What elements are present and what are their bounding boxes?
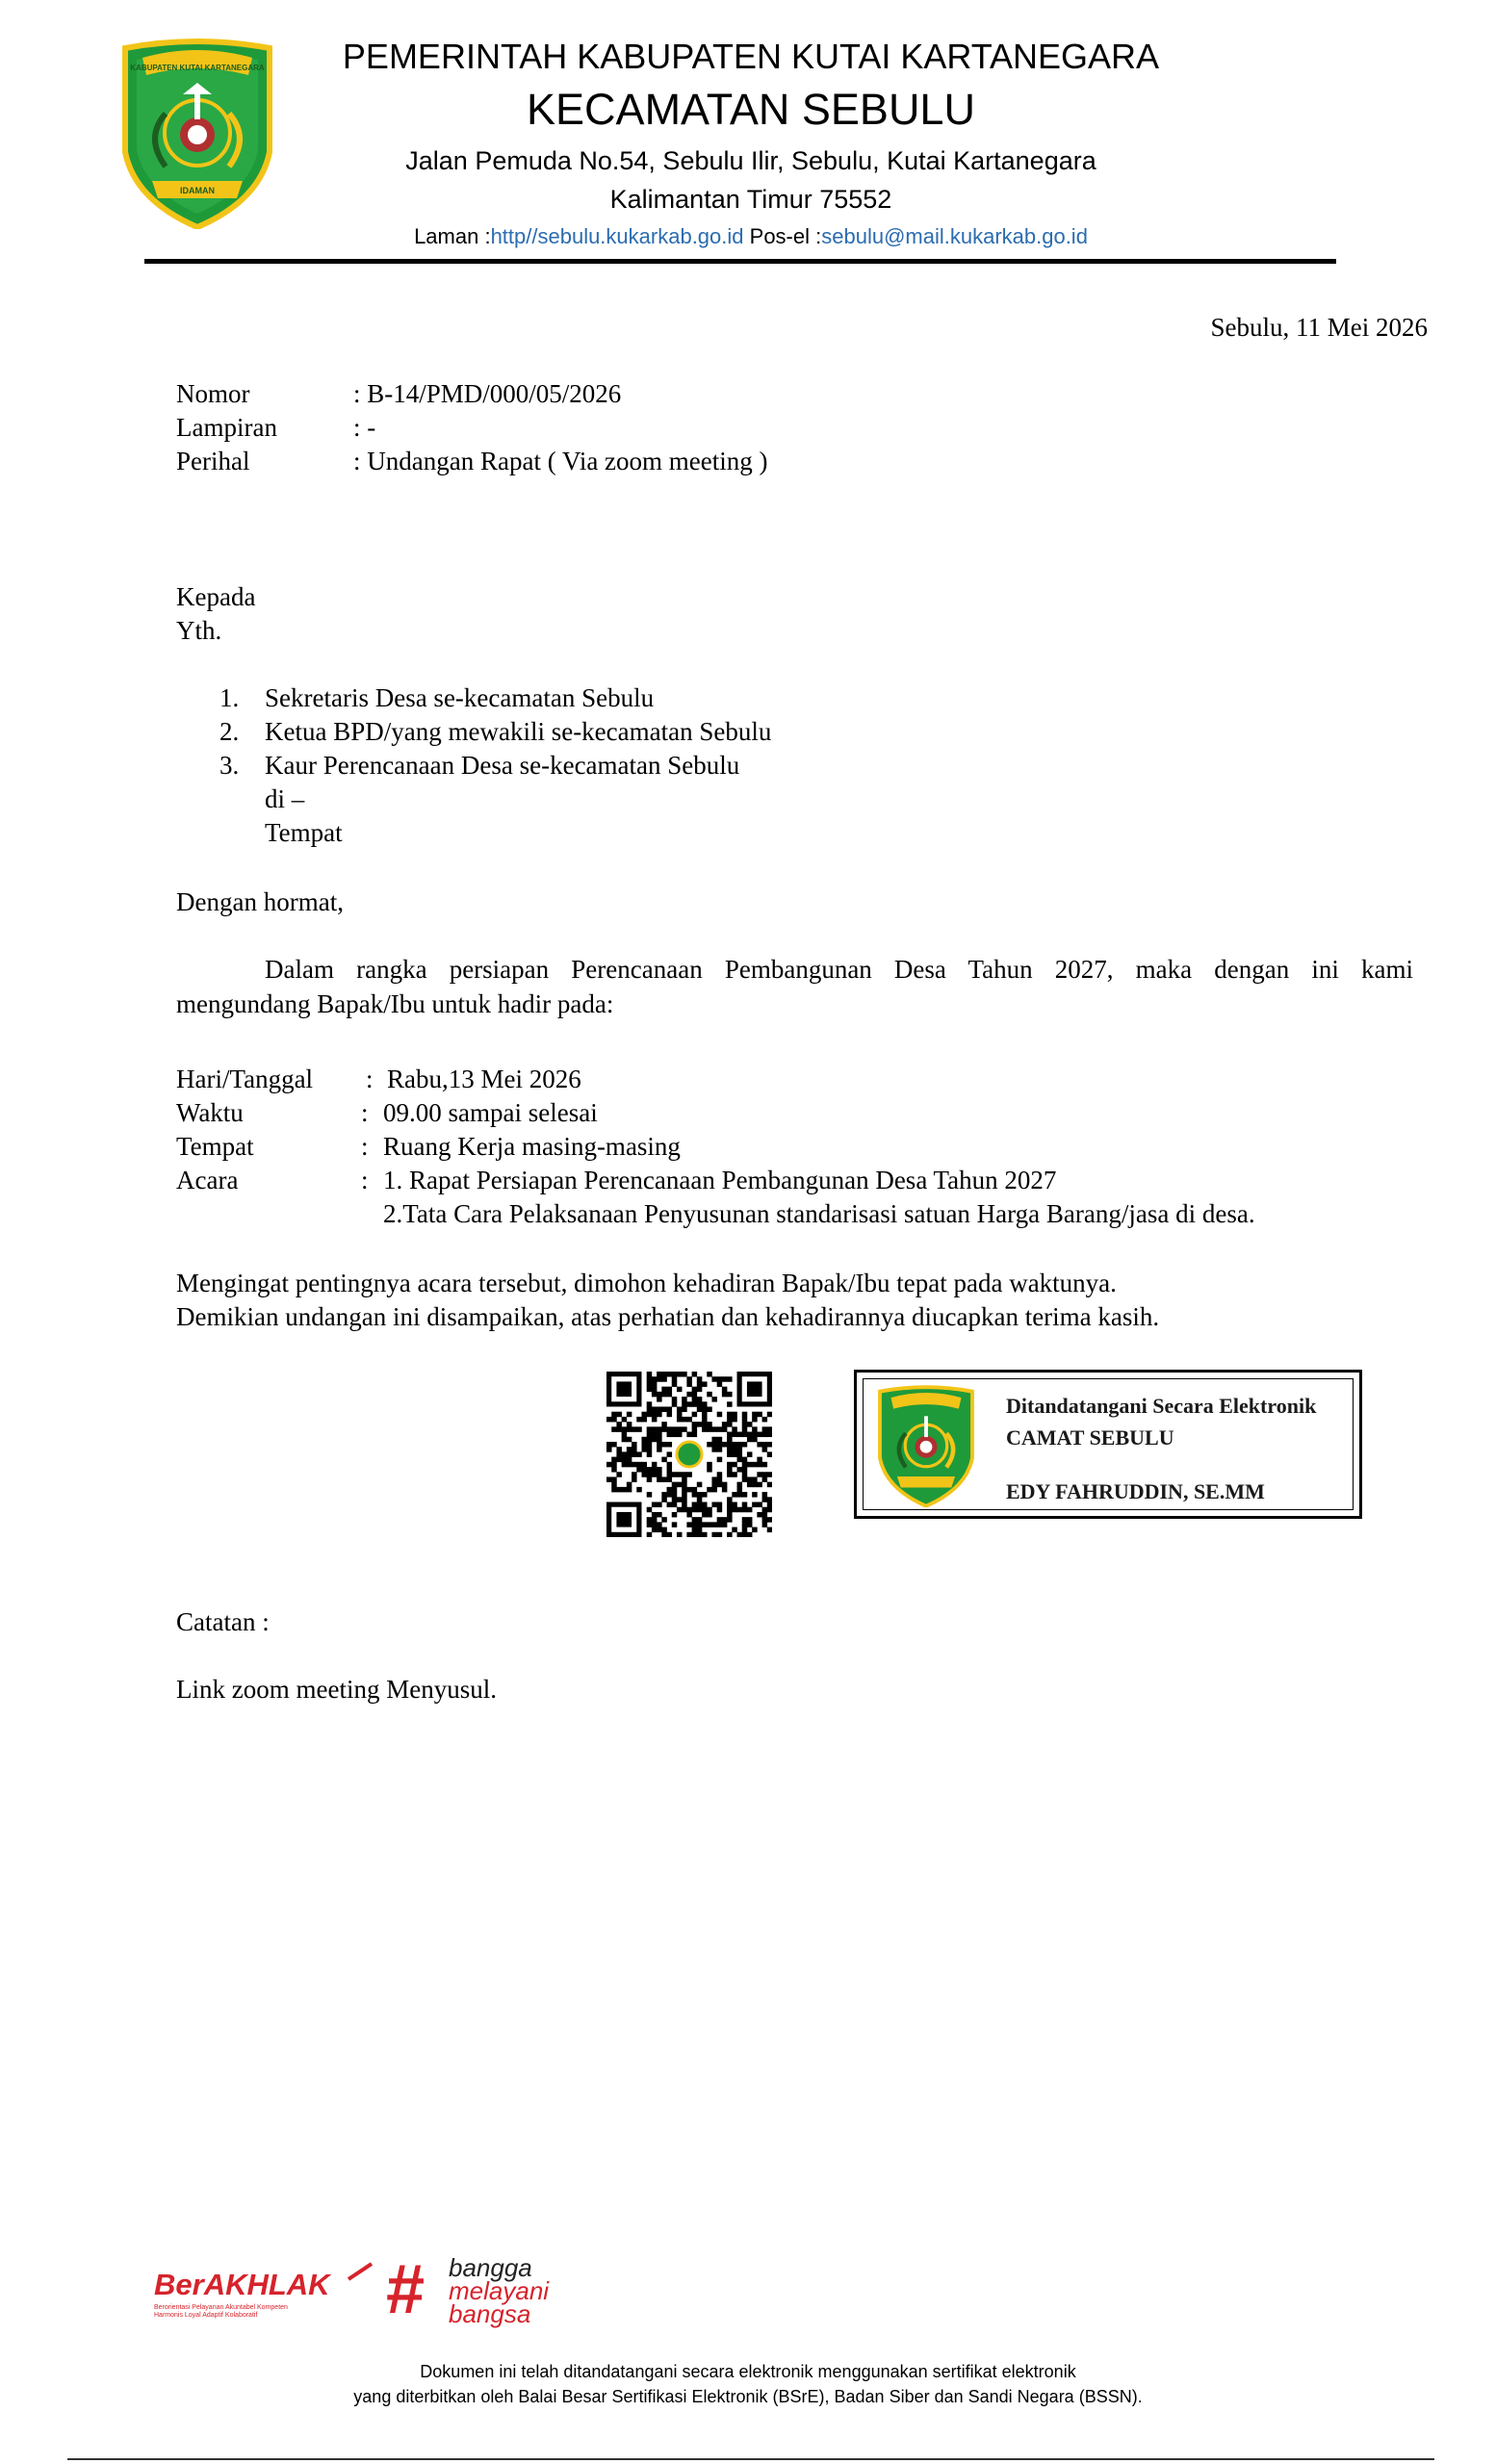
logo-top-text: KABUPATEN KUTAI KARTANEGARA (130, 64, 265, 72)
recipient-item-2: Ketua BPD/yang mewakili se-kecamatan Sebulu (265, 717, 772, 746)
contact-line (289, 224, 1213, 249)
letter-date: Sebulu, 11 Mei 2026 (1210, 313, 1428, 342)
meta-label-perihal: Perihal (176, 447, 250, 475)
hashtag-icon: # (385, 2251, 425, 2328)
berakhlak-logo (154, 2262, 385, 2320)
bangga-line-2: melayani (449, 2276, 550, 2305)
recipient-num-1: 1. (219, 683, 240, 712)
qr-code (606, 1372, 772, 1537)
detail-value-place: Ruang Kerja masing-masing (383, 1132, 681, 1161)
kepada: Kepada (176, 582, 256, 611)
meta-value-perihal: : Undangan Rapat ( Via zoom meeting ) (353, 447, 768, 475)
intro-line-1: Dalam rangka persiapan Perencanaan Pembangunan Desa Tahun 2027, maka dengan ini kami (265, 955, 1413, 984)
letterhead-rule (144, 259, 1336, 264)
meta-label-lampiran: Lampiran (176, 413, 277, 442)
meta-value-nomor: : B-14/PMD/000/05/2026 (353, 379, 622, 408)
email-link[interactable]: sebulu@mail.kukarkab.go.id (821, 224, 1088, 248)
meta-value-lampiran: : - (353, 413, 376, 442)
recipient-item-1: Sekretaris Desa se-kecamatan Sebulu (265, 683, 655, 712)
email-label: Pos-el : (749, 224, 822, 248)
berakhlak-swoosh (347, 2262, 375, 2281)
detail-value-date: Rabu,13 Mei 2026 (387, 1065, 581, 1093)
meta-label-nomor: Nomor (176, 379, 250, 408)
detail-colon-date: : (366, 1065, 374, 1093)
address-line-1: Jalan Pemuda No.54, Sebulu Ilir, Sebulu, Kutai Kartanegara (405, 146, 1096, 175)
bangga-line-1: bangga (449, 2253, 532, 2282)
recipient-tempat: Tempat (265, 818, 343, 847)
detail-label-agenda: Acara (176, 1166, 239, 1194)
catatan-label: Catatan : (176, 1607, 270, 1636)
recipient-num-3: 3. (219, 751, 240, 780)
bottom-rule (67, 2458, 1434, 2460)
web-label: Laman : (414, 224, 491, 248)
logo-bottom-text: IDAMAN (180, 186, 215, 195)
detail-value-agenda-1: 1. Rapat Persiapan Perencanaan Pembangunan Desa Tahun 2027 (383, 1166, 1057, 1194)
detail-colon-time: : (361, 1098, 369, 1127)
bangga-melayani-logo (385, 2251, 597, 2329)
intro-line-2: mengundang Bapak/Ibu untuk hadir pada: (176, 989, 614, 1018)
closing-line-2: Demikian undangan ini disampaikan, atas perhatian dan kehadirannya diucapkan terima kasih. (176, 1302, 1160, 1331)
detail-value-time: 09.00 sampai selesai (383, 1098, 598, 1127)
gov-title: PEMERINTAH KABUPATEN KUTAI KARTANEGARA (342, 37, 1160, 76)
signature-line-2: CAMAT SEBULU (1006, 1425, 1174, 1450)
berakhlak-sub-2: Harmonis Loyal Adaptif Kolaboratif (154, 2312, 258, 2319)
yth: Yth. (176, 616, 222, 645)
detail-label-date: Hari/Tanggal (176, 1065, 314, 1093)
bangga-line-3: bangsa (449, 2299, 531, 2328)
detail-label-place: Tempat (176, 1132, 254, 1161)
recipient-di: di – (265, 784, 305, 813)
signature-line-1: Ditandatangani Secara Elektronik (1006, 1394, 1317, 1418)
detail-colon-place: : (361, 1132, 369, 1161)
closing-line-1: Mengingat pentingnya acara tersebut, dimohon kehadiran Bapak/Ibu tepat pada waktunya. (176, 1269, 1117, 1297)
salutation: Dengan hormat, (176, 887, 344, 916)
berakhlak-sub-1: Berorientasi Pelayanan Akuntabel Kompeten (154, 2304, 288, 2311)
footer-line-2: yang diterbitkan oleh Balai Besar Sertifikasi Elektronik (BSrE), Badan Siber dan Sandi Negara (BSSN). (353, 2387, 1143, 2406)
signature-line-3: EDY FAHRUDDIN, SE.MM (1006, 1479, 1265, 1503)
zoom-note: Link zoom meeting Menyusul. (176, 1675, 497, 1704)
detail-colon-agenda: : (361, 1166, 369, 1194)
regency-logo (116, 37, 279, 229)
detail-label-time: Waktu (176, 1098, 244, 1127)
detail-value-agenda-2: 2.Tata Cara Pelaksanaan Penyusunan standarisasi satuan Harga Barang/jasa di desa. (383, 1199, 1255, 1228)
e-signature-box (854, 1370, 1362, 1519)
address-line-2: Kalimantan Timur 75552 (609, 185, 892, 214)
web-link[interactable]: http//sebulu.kukarkab.go.id (490, 224, 744, 248)
berakhlak-wordmark: BerAKHLAK (154, 2268, 330, 2301)
signature-logo (872, 1384, 980, 1507)
footer-line-1: Dokumen ini telah ditandatangani secara elektronik menggunakan sertifikat elektronik (420, 2362, 1076, 2381)
recipient-item-3: Kaur Perencanaan Desa se-kecamatan Sebulu (265, 751, 740, 780)
recipient-num-2: 2. (219, 717, 240, 746)
office-title: KECAMATAN SEBULU (527, 85, 975, 134)
